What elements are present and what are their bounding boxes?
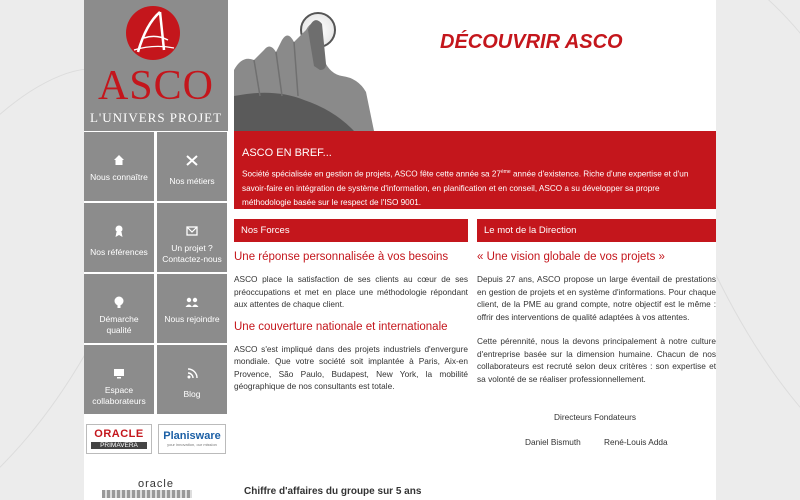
oracle-bottom-logo xyxy=(84,466,228,500)
primavera-subtitle: PRIMAVERA xyxy=(91,442,147,449)
mail-icon xyxy=(157,225,227,237)
nav-label: Nos métiers xyxy=(169,176,215,186)
nav-label: Nous rejoindre xyxy=(164,314,220,324)
direction-paragraph-1: Depuis 27 ans, ASCO propose un large éventail de prestations en gestion de projets et en système d'informations. Pour chaque client, de la PME au grand compte, notre objectif est le même : offrir des interventions de qualité adaptées à vos attentes. xyxy=(477,274,716,322)
planisware-wordmark: Planisware xyxy=(163,430,221,442)
logo-name: ASCO xyxy=(97,63,215,109)
nav-label: Espace collaborateurs xyxy=(92,385,146,406)
direction-heading: « Une vision globale de vos projets » xyxy=(477,251,665,263)
nos-forces-header: Nos Forces xyxy=(234,219,468,242)
nav-label: Blog xyxy=(183,389,201,399)
forces-paragraph-2: ASCO s'est impliqué dans des projets industriels d'envergure mondiale. Que votre société soit implantée à Paris, Aix-en Provence, São Paulo, Budapest, New York, la mobilité géographique de nos consultants est totale. xyxy=(234,343,468,391)
direction-paragraph-2: Cette pérennité, nous la devons principalement à notre culture d'entreprise basée sur la dimension humaine. Chacun de nos collaborateurs est recruté selon deux critères : son expertise et sa volonté de se réaliser professionnellement. xyxy=(477,336,716,384)
nav-nous-connaitre[interactable] xyxy=(84,132,154,201)
nos-forces-column xyxy=(234,219,468,393)
bref-title: ASCO EN BREF... xyxy=(242,147,332,159)
bref-text xyxy=(242,165,708,210)
bref-superscript: ème xyxy=(500,169,511,175)
logo-globe-icon xyxy=(124,4,182,62)
bref-text-part: année d'existence. Riche d'une expertise et d'un savoir-faire en intégration de système d'information, en planification et en conseil, ASCO a su développer sa propre méthodologie basée sur le respect de l'ISO 9001. xyxy=(242,169,689,207)
signature-name-2: René-Louis Adda xyxy=(604,437,668,447)
bulb-icon xyxy=(84,296,154,308)
tools-icon xyxy=(157,154,227,166)
oracle-primavera-logo[interactable] xyxy=(86,424,152,454)
forces-heading-2: Une couverture nationale et internationale xyxy=(234,320,448,333)
logo-panel[interactable] xyxy=(84,0,228,131)
nav-label: Nous connaître xyxy=(90,172,148,182)
nav-nos-references[interactable] xyxy=(84,203,154,272)
people-icon xyxy=(157,296,227,308)
planisware-subtitle: your innovation, our mission xyxy=(167,442,217,447)
direction-header: Le mot de la Direction xyxy=(477,219,716,242)
oracle-wordmark: ORACLE xyxy=(94,428,144,440)
home-icon xyxy=(84,154,154,166)
hand-illustration xyxy=(234,0,434,131)
direction-column xyxy=(477,219,716,385)
nav-label: Un projet ? Contactez-nous xyxy=(162,243,222,264)
nav-label: Démarche qualité xyxy=(99,314,139,335)
bref-text-part: Société spécialisée en gestion de projets, ASCO fête cette année sa 27 xyxy=(242,169,501,179)
nav-contact[interactable] xyxy=(157,203,227,272)
nav-nous-rejoindre[interactable] xyxy=(157,274,227,343)
award-icon xyxy=(84,225,154,237)
planisware-logo[interactable] xyxy=(158,424,226,454)
chiffre-affaires-title: Chiffre d'affaires du groupe sur 5 ans xyxy=(244,486,422,497)
decorative-scribble xyxy=(102,490,192,498)
forces-paragraph-1: ASCO place la satisfaction de ses clients au cœur de ses préoccupations et met en place une méthodologie répondant aux attentes de chaque client. xyxy=(234,274,468,309)
nav-espace-collaborateurs[interactable] xyxy=(84,345,154,414)
oracle-bottom-wordmark: oracle xyxy=(138,478,174,490)
page-container xyxy=(84,0,716,500)
forces-heading-1: Une réponse personnalisée à vos besoins xyxy=(234,251,449,263)
nav-demarche-qualite[interactable] xyxy=(84,274,154,343)
asco-en-bref-box xyxy=(234,131,716,209)
nav-label: Nos références xyxy=(90,247,148,257)
page-title: DÉCOUVRIR ASCO xyxy=(440,31,623,53)
monitor-icon xyxy=(84,367,154,379)
hero-hand-image xyxy=(234,0,434,131)
nav-blog[interactable] xyxy=(157,345,227,414)
logo-tagline: L'UNIVERS PROJET xyxy=(89,110,223,125)
signature-title: Directeurs Fondateurs xyxy=(554,412,637,422)
nav-nos-metiers[interactable] xyxy=(157,132,227,201)
signature-name-1: Daniel Bismuth xyxy=(525,437,581,447)
rss-icon xyxy=(157,367,227,379)
